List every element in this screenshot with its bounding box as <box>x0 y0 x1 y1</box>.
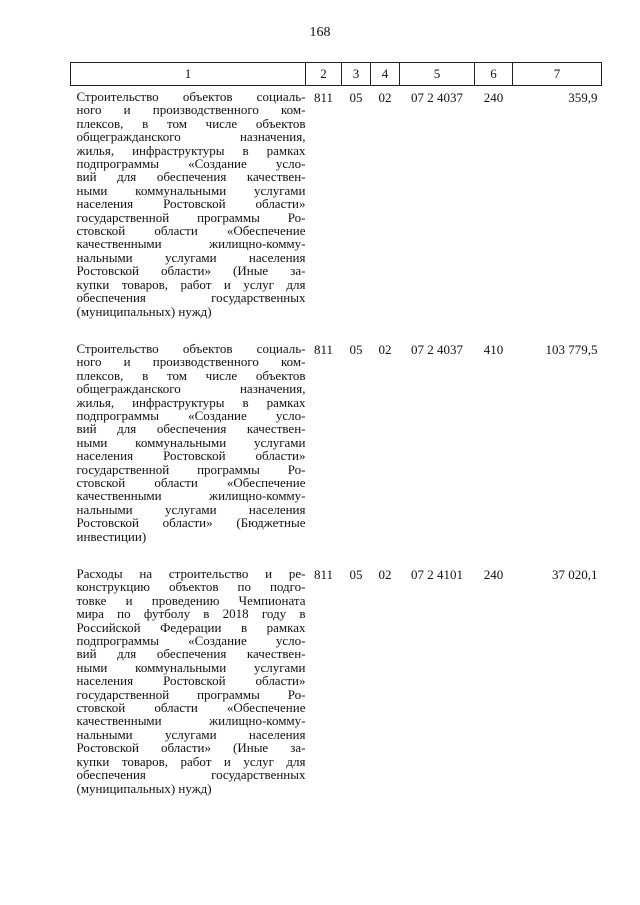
row-spacer <box>71 547 602 563</box>
description-line: Строительство объектов социаль- <box>76 340 306 356</box>
table-row <box>71 563 602 799</box>
description-line: плексов, в том числе объектов <box>76 367 306 383</box>
subsection-code: 02 <box>378 567 392 582</box>
header-col-3: 3 <box>342 63 371 86</box>
description-line: обеспечения государственных <box>76 767 306 783</box>
description-line: товке и проведению Чемпионата <box>76 592 306 608</box>
ministry-code: 811 <box>313 567 334 582</box>
row-description <box>71 563 306 799</box>
description-line: стовской области «Обеспечение <box>76 223 306 239</box>
description-line: ными коммунальными услугами <box>76 434 306 450</box>
table-row <box>71 86 602 322</box>
header-col-4: 4 <box>371 63 400 86</box>
description-line: ными коммунальными услугами <box>76 659 306 675</box>
description-line: жилья, инфраструктуры в рамках <box>76 142 306 158</box>
expense-type-code: 410 <box>483 341 504 357</box>
target-article-code: 07 2 4037 <box>411 90 463 105</box>
expense-type-code: 240 <box>483 90 504 105</box>
target-article-code: 07 2 4101 <box>411 567 463 582</box>
header-col-5: 5 <box>400 63 475 86</box>
description-line: вий для обеспечения качествен- <box>76 646 306 662</box>
header-col-7: 7 <box>513 63 602 86</box>
description-line: вий для обеспечения качествен- <box>76 421 306 437</box>
page-number: 168 <box>309 25 331 40</box>
section-code: 05 <box>349 90 363 105</box>
header-col-6: 6 <box>475 63 513 86</box>
description-line: стовской области «Обеспечение <box>76 700 306 716</box>
description-line: жилья, инфраструктуры в рамках <box>76 394 306 410</box>
description-line: ного и производственного ком- <box>76 354 306 370</box>
description-line: Ростовской области» (Бюджетные <box>76 515 306 531</box>
description-line: купки товаров, работ и услуг для <box>76 753 306 769</box>
description-line: Российской Федерации в рамках <box>76 619 306 635</box>
description-line: Ростовской области» (Иные за- <box>76 740 306 756</box>
description-line: Расходы на строительство и ре- <box>76 566 306 581</box>
row-spacer-cell <box>71 322 602 338</box>
description-line: общегражданского назначения, <box>76 129 306 145</box>
description-line: ного и производственного ком- <box>76 102 306 118</box>
row-spacer-cell <box>71 547 602 563</box>
description-line: государственной программы Ро- <box>76 686 306 702</box>
description-line: мира по футболу в 2018 году в <box>76 606 306 622</box>
description-line: Ростовской области» (Иные за- <box>76 263 306 279</box>
description-line: инвестиции) <box>76 528 147 544</box>
description-line: обеспечения государственных <box>76 290 306 306</box>
amount: 37 020,1 <box>552 567 598 582</box>
subsection-code: 02 <box>378 341 392 357</box>
description-line: купки товаров, работ и услуг для <box>76 276 306 292</box>
header-row <box>71 63 602 86</box>
description-line: плексов, в том числе объектов <box>76 115 306 131</box>
description-line: качественными жилищно-комму- <box>76 488 306 504</box>
expense-type-code: 240 <box>483 567 504 582</box>
description-line: подпрограммы «Создание усло- <box>76 407 306 423</box>
description-line: нальными услугами населения <box>76 726 306 742</box>
subsection-code: 02 <box>378 90 392 105</box>
description-line: населения Ростовской области» <box>76 448 306 464</box>
row-description <box>71 86 306 322</box>
description-line: подпрограммы «Создание усло- <box>76 633 306 649</box>
description-line: государственной программы Ро- <box>76 461 306 477</box>
description-line: нальными услугами населения <box>76 501 306 517</box>
target-article-code: 07 2 4037 <box>411 341 463 357</box>
description-line: (муниципальных) нужд) <box>76 303 212 319</box>
description-line: качественными жилищно-комму- <box>76 713 306 729</box>
description-line: стовской области «Обеспечение <box>76 474 306 490</box>
description-line: нальными услугами населения <box>76 249 306 265</box>
description-line: населения Ростовской области» <box>76 673 306 689</box>
description-line: вий для обеспечения качествен- <box>76 169 306 185</box>
description-line: ными коммунальными услугами <box>76 182 306 198</box>
row-spacer <box>71 322 602 338</box>
description-line: государственной программы Ро- <box>76 209 306 225</box>
ministry-code: 811 <box>313 341 334 357</box>
description-line: общегражданского назначения, <box>76 381 306 397</box>
budget-table <box>70 62 602 799</box>
description-line: подпрограммы «Создание усло- <box>76 156 306 172</box>
ministry-code: 811 <box>313 90 334 105</box>
section-code: 05 <box>349 567 363 582</box>
header-col-1: 1 <box>71 63 306 86</box>
row-description <box>71 338 306 547</box>
description-line: качественными жилищно-комму- <box>76 236 306 252</box>
amount: 359,9 <box>568 90 598 105</box>
description-line: конструкцию объектов по подго- <box>76 579 306 595</box>
header-col-2: 2 <box>306 63 342 86</box>
table-row <box>71 338 602 547</box>
section-code: 05 <box>349 341 363 357</box>
amount: 103 779,5 <box>545 341 598 357</box>
description-line: (муниципальных) нужд) <box>76 780 212 796</box>
description-line: Строительство объектов социаль- <box>76 89 306 104</box>
description-line: населения Ростовской области» <box>76 196 306 212</box>
